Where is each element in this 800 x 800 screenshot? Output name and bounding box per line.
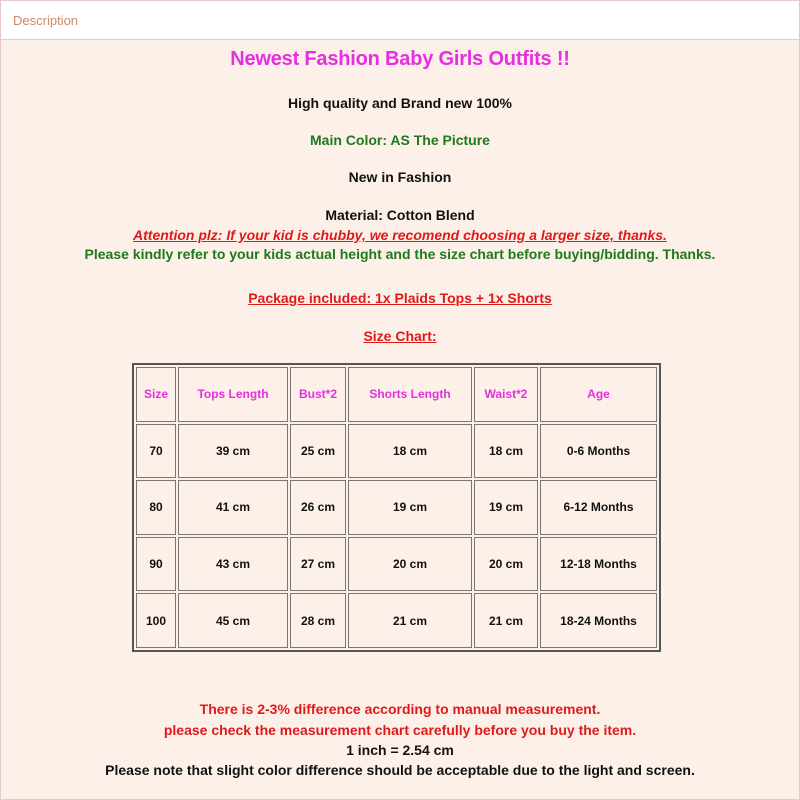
table-row [136,593,657,648]
table-row [136,424,657,479]
cell-shorts-length: 20 cm [348,537,472,592]
color-note: Please note that slight color difference should be acceptable due to the light and screen. [105,762,695,778]
table-row [136,537,657,592]
header-tops-length: Tops Length [178,367,288,422]
product-headline: Newest Fashion Baby Girls Outfits !! [230,48,570,70]
tab-description[interactable]: Description [13,13,79,28]
table-row [136,480,657,535]
cell-age: 18-24 Months [540,593,657,648]
cell-waist: 19 cm [474,480,538,535]
refer-text: Please kindly refer to your kids actual height and the size chart before buying/bidding. Thanks. [84,246,716,262]
header-shorts-length: Shorts Length [348,367,472,422]
cell-bust: 27 cm [290,537,346,592]
header-age: Age [540,367,657,422]
cell-shorts-length: 19 cm [348,480,472,535]
cell-size: 100 [136,593,176,648]
tab-bar [1,1,799,40]
check-note: please check the measurement chart carefully before you buy the item. [163,722,637,738]
cell-size: 90 [136,537,176,592]
cell-age: 6-12 Months [540,480,657,535]
cell-shorts-length: 18 cm [348,424,472,479]
cell-age: 12-18 Months [540,537,657,592]
attention-text: Attention plz: If your kid is chubby, we recomend choosing a larger size, thanks. [133,227,667,243]
cell-waist: 20 cm [474,537,538,592]
quality-text: High quality and Brand new 100% [287,95,513,111]
size-chart-title: Size Chart: [363,328,437,344]
table-header-row [136,367,657,422]
size-chart-table [132,363,661,652]
cell-size: 80 [136,480,176,535]
header-size: Size [136,367,176,422]
cell-tops-length: 43 cm [178,537,288,592]
main-color-text: Main Color: AS The Picture [310,132,490,148]
cell-waist: 18 cm [474,424,538,479]
cell-age: 0-6 Months [540,424,657,479]
header-waist: Waist*2 [474,367,538,422]
cell-tops-length: 41 cm [178,480,288,535]
cell-waist: 21 cm [474,593,538,648]
cell-bust: 25 cm [290,424,346,479]
cell-tops-length: 39 cm [178,424,288,479]
package-text: Package included: 1x Plaids Tops + 1x Shorts [248,290,552,306]
cell-shorts-length: 21 cm [348,593,472,648]
cell-bust: 28 cm [290,593,346,648]
fashion-text: New in Fashion [348,169,452,185]
material-text: Material: Cotton Blend [325,207,475,223]
cell-bust: 26 cm [290,480,346,535]
cell-size: 70 [136,424,176,479]
difference-note: There is 2-3% difference according to manual measurement. [199,701,601,717]
header-bust: Bust*2 [290,367,346,422]
cell-tops-length: 45 cm [178,593,288,648]
inch-note: 1 inch = 2.54 cm [346,742,454,758]
